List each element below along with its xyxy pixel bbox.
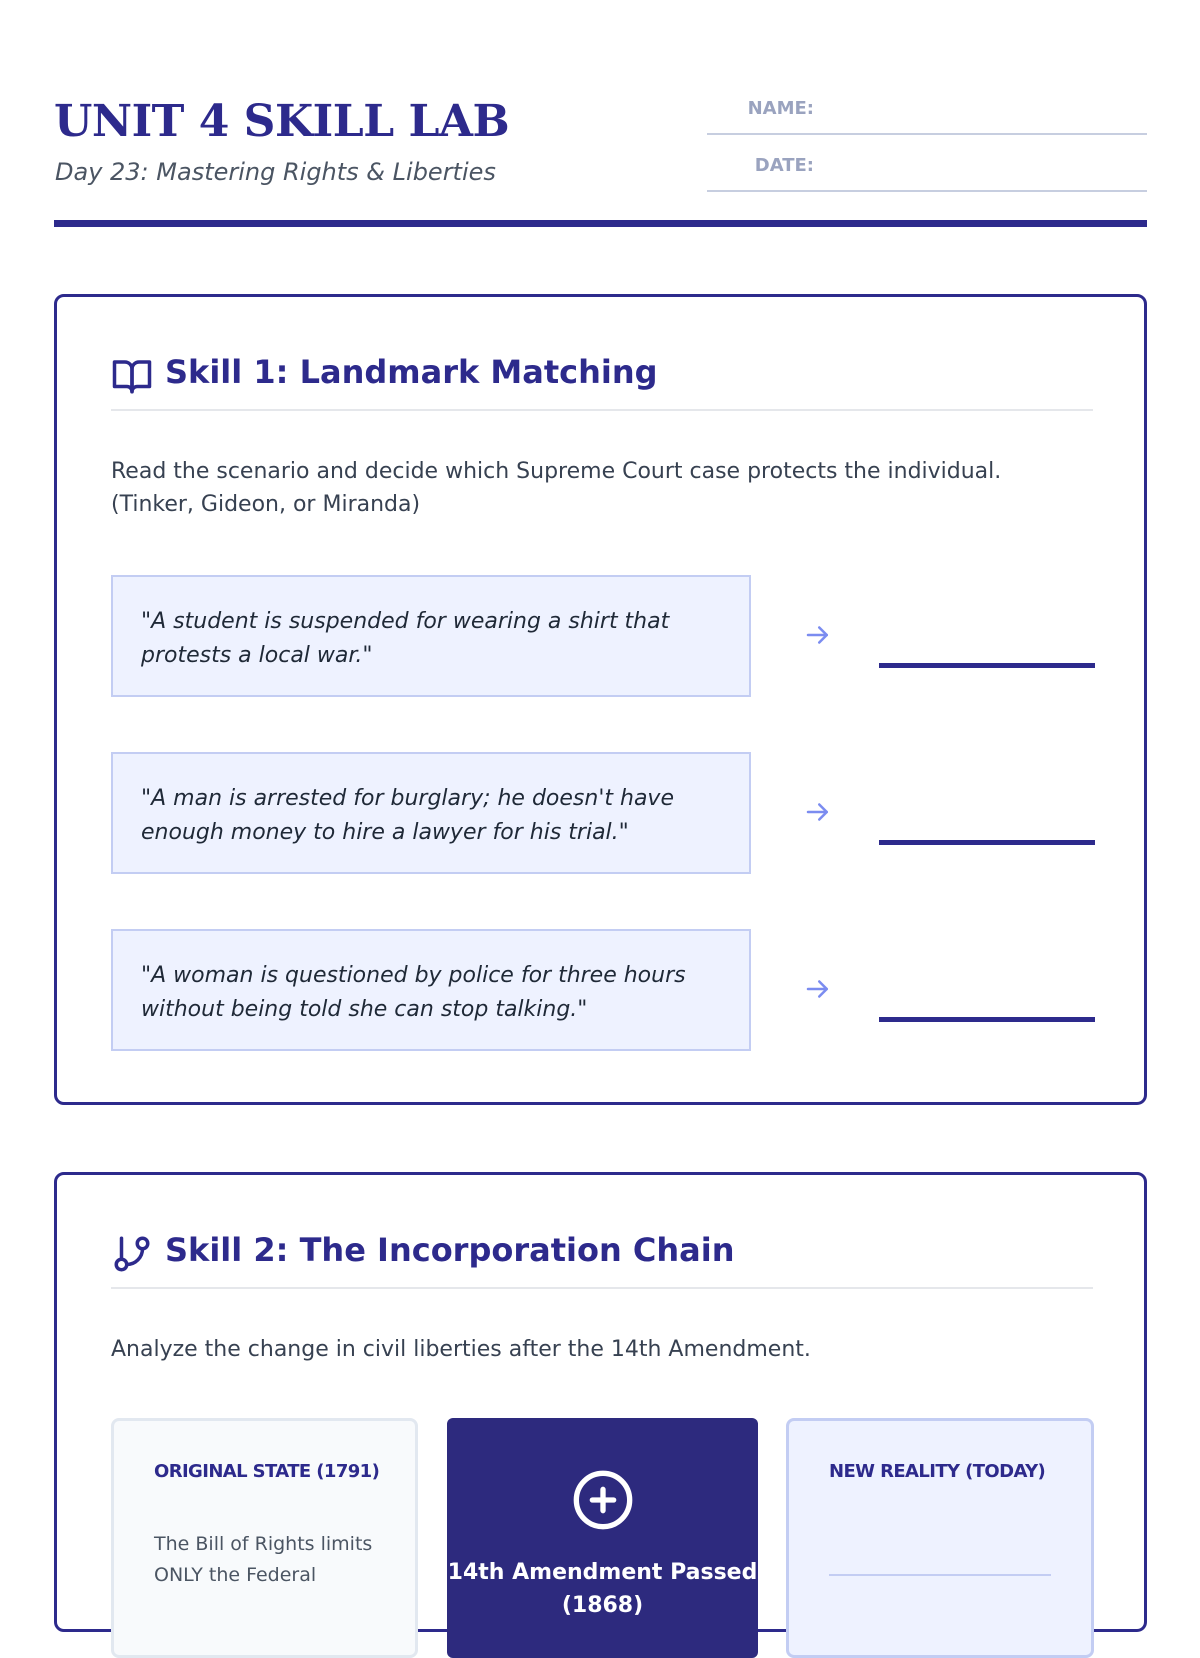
new-reality-label: NEW REALITY (TODAY) <box>829 1461 1046 1482</box>
skill-2-instructions: Analyze the change in civil liberties after the 14th Amendment. <box>111 1337 811 1362</box>
arrow-right-icon <box>801 797 835 827</box>
original-state-label: ORIGINAL STATE (1791) <box>154 1461 380 1482</box>
answer-blank[interactable] <box>879 1017 1095 1022</box>
answer-blank[interactable] <box>879 663 1095 668</box>
scenario-text: "A man is arrested for burglary; he doesn't have enough money to hire a lawyer for his trial." <box>141 786 674 845</box>
scenario-card <box>111 752 751 874</box>
skill-1-instructions: Read the scenario and decide which Supreme Court case protects the individual. (Tinker, Gideon, or Miranda) <box>111 459 1002 517</box>
skill-2-title: Skill 2: The Incorporation Chain <box>165 1231 735 1269</box>
new-reality-box <box>786 1418 1094 1658</box>
amendment-box <box>447 1418 758 1658</box>
git-branch-icon <box>111 1233 153 1275</box>
new-reality-answer-line[interactable] <box>829 1574 1051 1576</box>
original-state-box <box>111 1418 418 1658</box>
scenario-text: "A woman is questioned by police for three hours without being told she can stop talking." <box>141 963 686 1022</box>
page-title: UNIT 4 SKILL LAB <box>54 96 510 147</box>
date-field[interactable] <box>707 190 1147 192</box>
scenario-text: "A student is suspended for wearing a shirt that protests a local war." <box>141 609 670 668</box>
date-label: DATE: <box>754 155 814 176</box>
page-subtitle: Day 23: Mastering Rights & Liberties <box>55 158 496 186</box>
name-label: NAME: <box>747 98 814 119</box>
amendment-title: 14th Amendment Passed (1868) <box>447 1560 758 1618</box>
arrow-right-icon <box>801 620 835 650</box>
skill-2-card <box>54 1172 1147 1632</box>
arrow-right-icon <box>801 974 835 1004</box>
skill-1-card <box>54 294 1147 1105</box>
open-book-icon <box>111 355 153 397</box>
name-field[interactable] <box>707 133 1147 135</box>
answer-blank[interactable] <box>879 840 1095 845</box>
scenario-card <box>111 575 751 697</box>
scenario-card <box>111 929 751 1051</box>
header-divider <box>54 220 1147 227</box>
skill-2-header <box>111 1229 1093 1289</box>
skill-1-header <box>111 351 1093 411</box>
skill-1-title: Skill 1: Landmark Matching <box>165 353 658 391</box>
original-state-text: The Bill of Rights limits ONLY the Federal <box>154 1533 373 1586</box>
plus-circle-icon <box>571 1468 635 1532</box>
